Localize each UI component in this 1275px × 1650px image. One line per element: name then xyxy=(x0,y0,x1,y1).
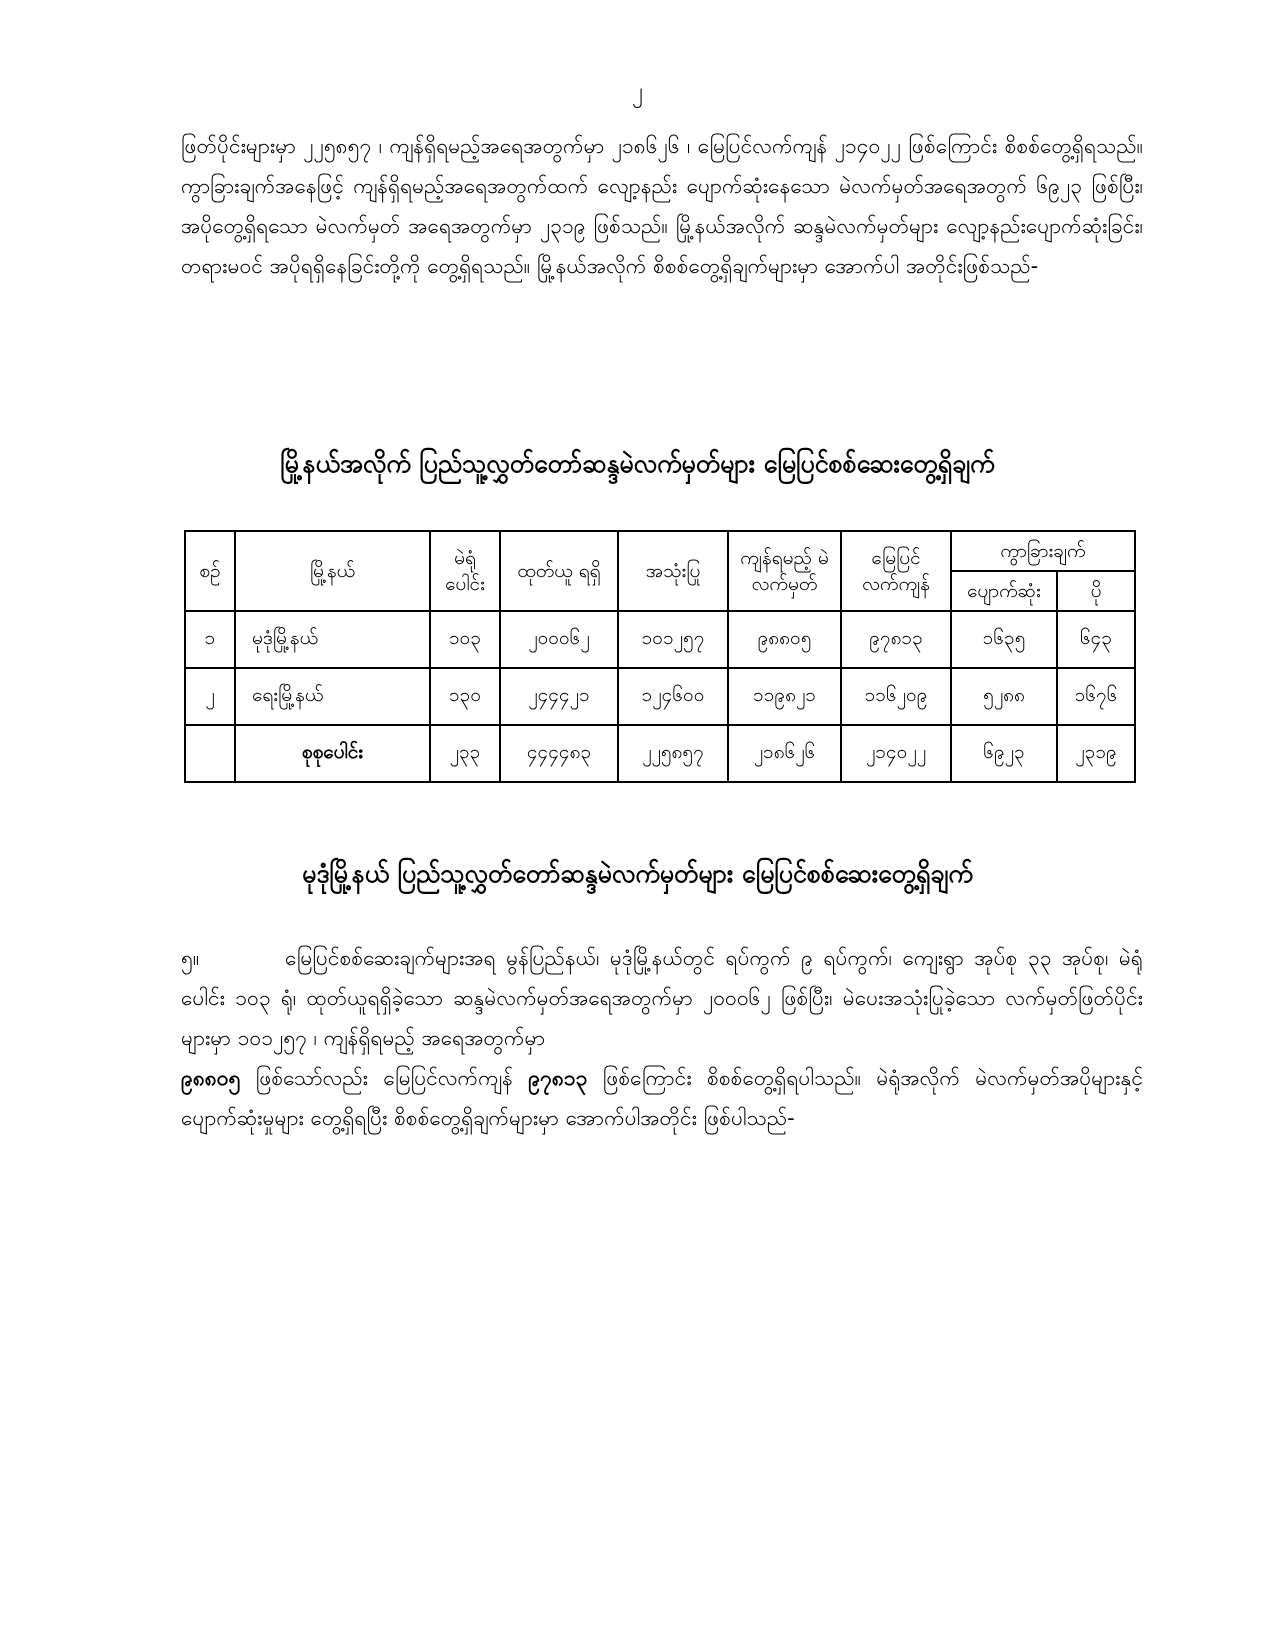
cell-stations: ၁၀၃ xyxy=(430,611,500,668)
cell-township: မုဒုံမြို့နယ် xyxy=(235,611,430,668)
cell-total-label: စုစုပေါင်း xyxy=(235,725,430,782)
paragraph-number: ၅။ xyxy=(181,946,200,970)
paragraph-bold-value-1: ၉၈၈၀၅ xyxy=(181,1066,241,1090)
cell-used: ၁၀၁၂၅၇ xyxy=(618,611,728,668)
cell-received: ၄၄၄၄၈၃ xyxy=(500,725,618,782)
header-should-remain: ကျန်ရမည့် မဲလက်မှတ် xyxy=(728,531,841,611)
header-lost: ပျောက်ဆုံး xyxy=(951,571,1057,611)
header-township: မြို့နယ် xyxy=(235,531,430,611)
paragraph-bold-value-2: ၉၇၈၁၃ xyxy=(528,1066,588,1090)
paragraph-text-c: ဖြစ်ကြောင်း စိစစ်တွေ့ရှိရပါသည်။ မဲရုံအလိုက် မဲလက်မှတ်အပိုများနှင့် ပျောက်ဆုံးမှုများ တွေ့ရှိရပြီး စိစစ်တွေ့ရှိချက်များမှာ အောက်ပါအတိုင်း ဖြစ်ပါသည်- xyxy=(181,1066,1144,1130)
cell-no: ၂ xyxy=(185,668,235,725)
cell-extra: ၂၃၁၉ xyxy=(1057,725,1135,782)
table-heading: မြို့နယ်အလိုက် ပြည်သူ့လွှတ်တော်ဆန္ဒမဲလက်မှတ်များ မြေပြင်စစ်ဆေးတွေ့ရှိချက် xyxy=(280,449,995,478)
header-stations: မဲရုံ ပေါင်း xyxy=(430,531,500,611)
cell-used: ၁၂၄၆၀၀ xyxy=(618,668,728,725)
cell-extra: ၁၆၇၆ xyxy=(1057,668,1135,725)
paragraph-text-b: ဖြစ်သော်လည်း မြေပြင်လက်ကျန် xyxy=(240,1066,529,1090)
cell-lost: ၆၉၂၃ xyxy=(951,725,1057,782)
header-no: စဉ် xyxy=(185,531,235,611)
table-row xyxy=(185,668,1135,725)
cell-ground-remain: ၁၁၆၂၀၉ xyxy=(841,668,951,725)
cell-lost: ၁၆၃၅ xyxy=(951,611,1057,668)
cell-no: ၁ xyxy=(185,611,235,668)
header-ground-remain: မြေပြင် လက်ကျန် xyxy=(841,531,951,611)
cell-no xyxy=(185,725,235,782)
header-difference: ကွာခြားချက် xyxy=(951,531,1135,571)
cell-stations: ၂၃၃ xyxy=(430,725,500,782)
cell-used: ၂၂၅၈၅၇ xyxy=(618,725,728,782)
cell-extra: ၆၄၃ xyxy=(1057,611,1135,668)
cell-should-remain: ၂၁၈၆၂၆ xyxy=(728,725,841,782)
page-number: ၂ xyxy=(632,79,643,104)
cell-received: ၂၀၀၀၆၂ xyxy=(500,611,618,668)
findings-paragraph xyxy=(181,938,1143,1138)
header-received: ထုတ်ယူ ရရှိ xyxy=(500,531,618,611)
cell-lost: ၅၂၈၈ xyxy=(951,668,1057,725)
header-extra: ပို xyxy=(1057,571,1135,611)
cell-stations: ၁၃၀ xyxy=(430,668,500,725)
cell-township: ရေးမြို့နယ် xyxy=(235,668,430,725)
intro-paragraph: ဖြတ်ပိုင်းများမှာ ၂၂၅၈၅၇ ၊ ကျန်ရှိရမည့်အရေအတွက်မှာ ၂၁၈၆၂၆ ၊ မြေပြင်လက်ကျန် ၂၁၄၀၂၂ ဖြစ်ကြောင်း စိစစ်တွေ့ရှိရသည်။ ကွာခြားချက်အနေဖြင့် ကျန်ရှိရမည့်အရေအတွက်ထက် လျော့နည်း ပျောက်ဆုံးနေသော မဲလက်မှတ်အရေအတွက် ၆၉၂၃ ဖြစ်ပြီး၊ အပိုတွေ့ရှိရသော မဲလက်မှတ် အရေအတွက်မှာ ၂၃၁၉ ဖြစ်သည်။ မြို့နယ်အလိုက် ဆန္ဒမဲလက်မှတ်များ လျော့နည်းပျောက်ဆုံးခြင်း၊ တရားမဝင် အပိုရရှိနေခြင်းတို့ကို တွေ့ရှိရသည်။ မြို့နယ်အလိုက် စိစစ်တွေ့ရှိချက်များမှာ အောက်ပါ အတိုင်းဖြစ်သည်- xyxy=(181,134,1143,278)
township-table-container xyxy=(184,530,1136,783)
township-ballot-table xyxy=(184,530,1136,783)
cell-ground-remain: ၂၁၄၀၂၂ xyxy=(841,725,951,782)
paragraph-text-a: မြေပြင်စစ်ဆေးချက်များအရ မွန်ပြည်နယ်၊ မုဒုံမြို့နယ်တွင် ရပ်ကွက် ၉ ရပ်ကွက်၊ ကျေးရွာ အုပ်စု ၃၃ အုပ်စု၊ မဲရုံပေါင်း ၁၀၃ ရုံ၊ ထုတ်ယူရရှိခဲ့သော ဆန္ဒမဲလက်မှတ်အရေအတွက်မှာ ၂၀၀၀၆၂ ဖြစ်ပြီး၊ မဲပေးအသုံးပြုခဲ့သော လက်မှတ်ဖြတ်ပိုင်းများမှာ ၁၀၁၂၅၇ ၊ ကျန်ရှိရမည့် အရေအတွက်မှာ xyxy=(181,946,1143,1050)
section-heading: မုဒုံမြို့နယ် ပြည်သူ့လွှတ်တော်ဆန္ဒမဲလက်မှတ်များ မြေပြင်စစ်ဆေးတွေ့ရှိချက် xyxy=(302,859,973,888)
cell-received: ၂၄၄၄၂၁ xyxy=(500,668,618,725)
cell-should-remain: ၉၈၈၀၅ xyxy=(728,611,841,668)
header-used: အသုံးပြု xyxy=(618,531,728,611)
cell-ground-remain: ၉၇၈၁၃ xyxy=(841,611,951,668)
table-total-row xyxy=(185,725,1135,782)
table-row xyxy=(185,611,1135,668)
cell-should-remain: ၁၁၉၈၂၁ xyxy=(728,668,841,725)
table-header-row xyxy=(185,531,1135,571)
